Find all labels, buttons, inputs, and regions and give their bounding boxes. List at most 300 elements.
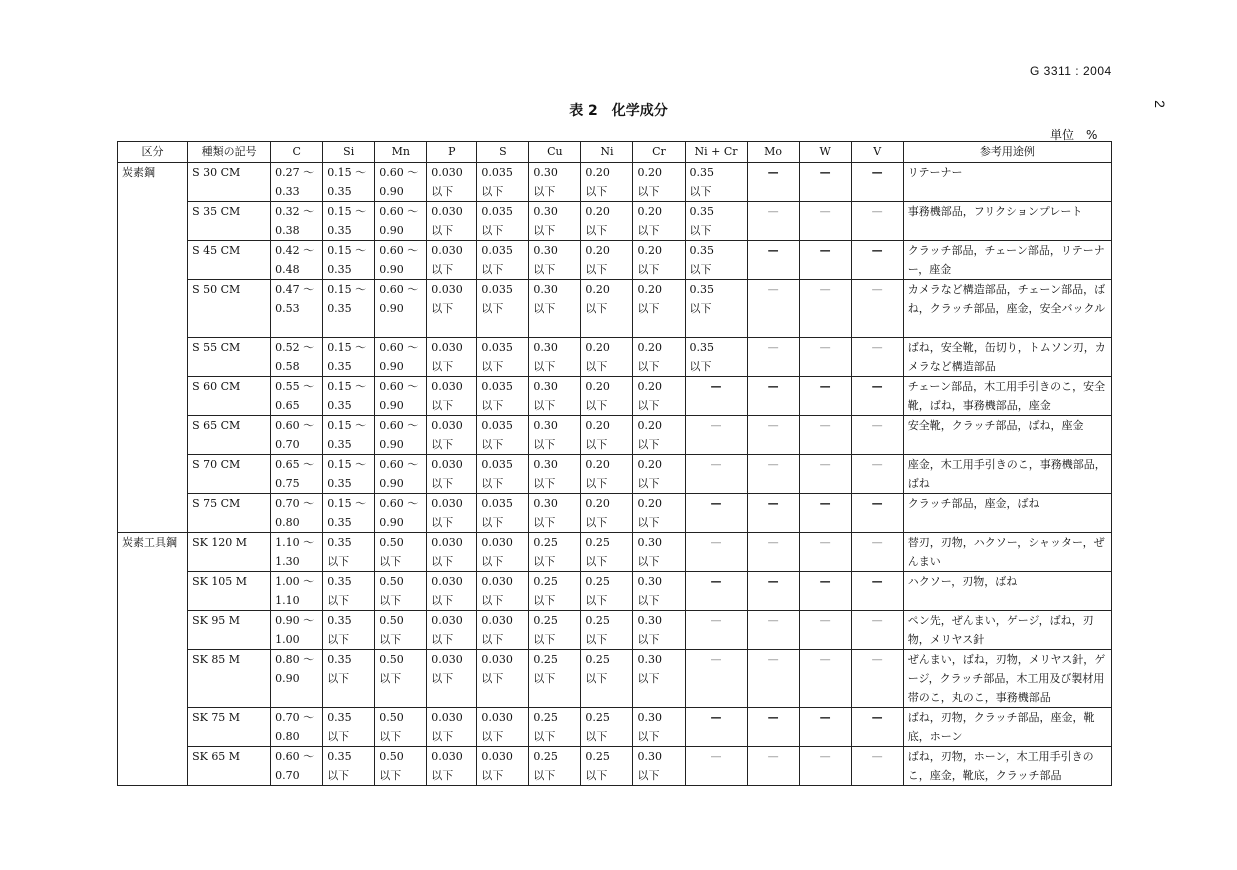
mn-value-line2: 以下 <box>379 594 402 607</box>
cr-value-line1: 0.20 <box>637 244 662 257</box>
p-value-cell <box>427 611 477 650</box>
v-value: — <box>871 750 883 763</box>
v-value-cell <box>851 708 903 747</box>
si-value-line1: 0.15 ～ <box>327 458 367 471</box>
w-value-cell <box>799 416 851 455</box>
ni-cr-value-line2: 以下 <box>689 263 712 276</box>
grade-symbol: S 45 CM <box>188 241 271 280</box>
mo-value: — <box>767 711 779 724</box>
ni-value-line1: 0.25 <box>585 711 610 724</box>
grade-symbol: S 70 CM <box>188 455 271 494</box>
c-value-line2: 0.75 <box>275 477 300 490</box>
c-value-cell <box>271 611 323 650</box>
table-row <box>118 416 1112 455</box>
usage-example: クラッチ部品，チェーン部品，リテーナー，座金 <box>903 241 1111 280</box>
mo-value: — <box>767 380 779 393</box>
si-value-line1: 0.35 <box>327 711 352 724</box>
p-value-cell <box>427 494 477 533</box>
mn-value-line1: 0.60 ～ <box>379 497 419 510</box>
cu-value-line1: 0.30 <box>533 205 558 218</box>
ni-cr-value-cell <box>685 338 747 377</box>
mn-value-line1: 0.60 ～ <box>379 380 419 393</box>
v-value-cell <box>851 650 903 708</box>
s-value-line2: 以下 <box>481 360 504 373</box>
c-value-line1: 1.00 ～ <box>275 575 315 588</box>
mn-value-line2: 0.90 <box>379 263 404 276</box>
p-value-line1: 0.030 <box>431 283 463 296</box>
si-value-cell <box>323 572 375 611</box>
si-value-line1: 0.15 ～ <box>327 166 367 179</box>
si-value-cell <box>323 747 375 786</box>
unit-label: 単位 % <box>1050 128 1098 142</box>
si-value-line1: 0.15 ～ <box>327 205 367 218</box>
ni-cr-value-cell <box>685 416 747 455</box>
column-header: P <box>427 142 477 163</box>
cu-value-line2: 以下 <box>533 555 556 568</box>
table-body <box>118 163 1112 786</box>
v-value-cell <box>851 377 903 416</box>
cu-value-line2: 以下 <box>533 633 556 646</box>
v-value-cell <box>851 241 903 280</box>
v-value: — <box>871 497 883 510</box>
c-value-line1: 0.90 ～ <box>275 614 315 627</box>
cr-value-line2: 以下 <box>637 224 660 237</box>
ni-value-line1: 0.25 <box>585 653 610 666</box>
c-value-cell <box>271 455 323 494</box>
grade-symbol: SK 120 M <box>188 533 271 572</box>
cu-value-line2: 以下 <box>533 438 556 451</box>
mn-value-cell <box>375 202 427 241</box>
si-value-line1: 0.35 <box>327 653 352 666</box>
s-value-cell <box>477 708 529 747</box>
w-value: — <box>819 536 831 549</box>
p-value-line1: 0.030 <box>431 244 463 257</box>
w-value-cell <box>799 494 851 533</box>
v-value-cell <box>851 455 903 494</box>
ni-value-cell <box>581 747 633 786</box>
v-value: — <box>871 419 883 432</box>
ni-value-cell <box>581 163 633 202</box>
ni-value-cell <box>581 533 633 572</box>
cu-value-line1: 0.25 <box>533 653 558 666</box>
cr-value-line2: 以下 <box>637 399 660 412</box>
si-value-cell <box>323 416 375 455</box>
mo-value-cell <box>747 280 799 338</box>
cr-value-cell <box>633 280 685 338</box>
ni-value-line2: 以下 <box>585 555 608 568</box>
mo-value-cell <box>747 494 799 533</box>
mn-value-line1: 0.60 ～ <box>379 341 419 354</box>
w-value: — <box>819 166 831 179</box>
si-value-line1: 0.15 ～ <box>327 244 367 257</box>
mo-value-cell <box>747 338 799 377</box>
column-header: W <box>799 142 851 163</box>
cr-value-line2: 以下 <box>637 516 660 529</box>
s-value-line2: 以下 <box>481 185 504 198</box>
w-value: — <box>819 653 831 666</box>
mo-value-cell <box>747 455 799 494</box>
mn-value-cell <box>375 455 427 494</box>
mn-value-cell <box>375 377 427 416</box>
ni-cr-value-line1: 0.35 <box>689 341 715 354</box>
s-value-line1: 0.030 <box>481 750 513 763</box>
usage-example: 座金，木工用手引きのこ，事務機部品，ばね <box>903 455 1111 494</box>
v-value: — <box>871 341 883 354</box>
v-value: — <box>871 653 883 666</box>
cu-value-cell <box>529 708 581 747</box>
si-value-line2: 0.35 <box>327 360 352 373</box>
cr-value-line1: 0.20 <box>637 283 662 296</box>
mn-value-line2: 以下 <box>379 672 402 685</box>
si-value-cell <box>323 280 375 338</box>
c-value-line1: 0.80 ～ <box>275 653 315 666</box>
cu-value-line2: 以下 <box>533 263 556 276</box>
s-value-cell <box>477 572 529 611</box>
s-value-cell <box>477 611 529 650</box>
usage-example: ハクソー，刃物，ばね <box>903 572 1111 611</box>
usage-example: ぜんまい，ばね，刃物，メリヤス針，ゲージ，クラッチ部品，木工用及び製材用帯のこ，丸のこ，事務機部品 <box>903 650 1111 708</box>
cr-value-line1: 0.30 <box>637 750 662 763</box>
si-value-cell <box>323 241 375 280</box>
mn-value-cell <box>375 416 427 455</box>
si-value-line2: 0.35 <box>327 224 352 237</box>
ni-cr-value-cell <box>685 708 747 747</box>
usage-example: ばね，刃物，ホーン，木工用手引きのこ，座金，靴底，クラッチ部品 <box>903 747 1111 786</box>
w-value: — <box>819 497 831 510</box>
cu-value-line2: 以下 <box>533 224 556 237</box>
p-value-line2: 以下 <box>431 360 454 373</box>
ni-cr-value-cell <box>685 377 747 416</box>
ni-value-cell <box>581 338 633 377</box>
p-value-cell <box>427 747 477 786</box>
mo-value-cell <box>747 572 799 611</box>
si-value-line1: 0.35 <box>327 750 352 763</box>
cr-value-cell <box>633 338 685 377</box>
ni-value-line2: 以下 <box>585 594 608 607</box>
s-value-line1: 0.030 <box>481 711 513 724</box>
mn-value-line1: 0.50 <box>379 614 404 627</box>
cu-value-line1: 0.25 <box>533 575 558 588</box>
si-value-line1: 0.15 ～ <box>327 419 367 432</box>
ni-value-line2: 以下 <box>585 438 608 451</box>
v-value-cell <box>851 747 903 786</box>
mo-value: — <box>767 497 779 510</box>
w-value: — <box>819 458 831 471</box>
column-header: Si <box>323 142 375 163</box>
mn-value-line2: 0.90 <box>379 185 404 198</box>
s-value-line2: 以下 <box>481 730 504 743</box>
cr-value-cell <box>633 650 685 708</box>
ni-value-line1: 0.20 <box>585 205 610 218</box>
ni-cr-value-cell <box>685 533 747 572</box>
mn-value-cell <box>375 338 427 377</box>
si-value-line1: 0.15 ～ <box>327 283 367 296</box>
cu-value-cell <box>529 455 581 494</box>
s-value-line2: 以下 <box>481 399 504 412</box>
cr-value-line1: 0.20 <box>637 341 662 354</box>
ni-cr-value-cell <box>685 611 747 650</box>
ni-value-line1: 0.20 <box>585 497 610 510</box>
p-value-cell <box>427 241 477 280</box>
ni-value-line1: 0.20 <box>585 458 610 471</box>
si-value-cell <box>323 650 375 708</box>
cr-value-line2: 以下 <box>637 594 660 607</box>
c-value-cell <box>271 708 323 747</box>
mo-value: — <box>767 205 779 218</box>
p-value-line2: 以下 <box>431 477 454 490</box>
c-value-line1: 0.70 ～ <box>275 711 315 724</box>
c-value-line1: 0.27 ～ <box>275 166 315 179</box>
table-row <box>118 708 1112 747</box>
s-value-cell <box>477 747 529 786</box>
v-value: — <box>871 458 883 471</box>
mn-value-cell <box>375 494 427 533</box>
ni-value-cell <box>581 280 633 338</box>
c-value-cell <box>271 533 323 572</box>
mn-value-cell <box>375 708 427 747</box>
mn-value-line2: 以下 <box>379 769 402 782</box>
s-value-line2: 以下 <box>481 302 504 315</box>
grade-symbol: SK 95 M <box>188 611 271 650</box>
ni-cr-value-line1: — <box>710 711 722 724</box>
w-value-cell <box>799 241 851 280</box>
p-value-line2: 以下 <box>431 730 454 743</box>
ni-cr-value-cell <box>685 494 747 533</box>
v-value-cell <box>851 202 903 241</box>
s-value-line1: 0.030 <box>481 653 513 666</box>
mo-value-cell <box>747 241 799 280</box>
mo-value: — <box>767 750 779 763</box>
cu-value-cell <box>529 611 581 650</box>
s-value-line2: 以下 <box>481 594 504 607</box>
usage-example: 事務機部品，フリクションプレート <box>903 202 1111 241</box>
mo-value-cell <box>747 163 799 202</box>
column-header: V <box>851 142 903 163</box>
usage-example: ペン先，ぜんまい，ゲージ，ばね，刃物，メリヤス針 <box>903 611 1111 650</box>
mo-value: — <box>767 653 779 666</box>
usage-example: ばね，刃物，クラッチ部品，座金，靴底，ホーン <box>903 708 1111 747</box>
cu-value-line2: 以下 <box>533 477 556 490</box>
grade-symbol: SK 75 M <box>188 708 271 747</box>
ni-cr-value-line1: 0.35 <box>689 244 715 257</box>
ni-value-line1: 0.25 <box>585 536 610 549</box>
p-value-cell <box>427 338 477 377</box>
cr-value-cell <box>633 455 685 494</box>
p-value-line2: 以下 <box>431 224 454 237</box>
c-value-cell <box>271 280 323 338</box>
cu-value-cell <box>529 202 581 241</box>
s-value-cell <box>477 650 529 708</box>
c-value-line1: 0.55 ～ <box>275 380 315 393</box>
si-value-cell <box>323 533 375 572</box>
ni-value-line2: 以下 <box>585 769 608 782</box>
document-code: G 3311 : 2004 <box>1030 64 1112 78</box>
ni-value-line1: 0.25 <box>585 614 610 627</box>
s-value-line1: 0.035 <box>481 458 513 471</box>
usage-example: カメラなど構造部品，チェーン部品，ばね，クラッチ部品，座金，安全バックル <box>903 280 1111 338</box>
cu-value-line1: 0.25 <box>533 536 558 549</box>
cr-value-line1: 0.30 <box>637 614 662 627</box>
cu-value-cell <box>529 377 581 416</box>
ni-cr-value-cell <box>685 163 747 202</box>
cu-value-line1: 0.25 <box>533 750 558 763</box>
p-value-line1: 0.030 <box>431 419 463 432</box>
ni-value-line1: 0.20 <box>585 380 610 393</box>
cr-value-cell <box>633 416 685 455</box>
mn-value-line1: 0.50 <box>379 711 404 724</box>
v-value-cell <box>851 416 903 455</box>
cr-value-cell <box>633 494 685 533</box>
v-value: — <box>871 205 883 218</box>
cr-value-line2: 以下 <box>637 360 660 373</box>
w-value-cell <box>799 338 851 377</box>
p-value-cell <box>427 416 477 455</box>
v-value: — <box>871 283 883 296</box>
mo-value: — <box>767 166 779 179</box>
cu-value-cell <box>529 416 581 455</box>
c-value-line1: 0.47 ～ <box>275 283 315 296</box>
ni-value-cell <box>581 416 633 455</box>
w-value: — <box>819 380 831 393</box>
w-value: — <box>819 283 831 296</box>
mn-value-cell <box>375 611 427 650</box>
table-row <box>118 494 1112 533</box>
group-label: 炭素鋼 <box>118 163 188 533</box>
c-value-line2: 0.80 <box>275 730 300 743</box>
mo-value: — <box>767 575 779 588</box>
s-value-line2: 以下 <box>481 224 504 237</box>
si-value-line2: 以下 <box>327 730 350 743</box>
w-value: — <box>819 711 831 724</box>
cu-value-line2: 以下 <box>533 516 556 529</box>
ni-cr-value-cell <box>685 241 747 280</box>
w-value-cell <box>799 611 851 650</box>
table-row <box>118 533 1112 572</box>
cu-value-cell <box>529 572 581 611</box>
cu-value-line2: 以下 <box>533 730 556 743</box>
w-value-cell <box>799 455 851 494</box>
grade-symbol: S 55 CM <box>188 338 271 377</box>
si-value-line2: 0.35 <box>327 516 352 529</box>
cu-value-line2: 以下 <box>533 399 556 412</box>
ni-value-cell <box>581 572 633 611</box>
p-value-line1: 0.030 <box>431 458 463 471</box>
c-value-line2: 0.38 <box>275 224 300 237</box>
c-value-cell <box>271 338 323 377</box>
cr-value-line1: 0.20 <box>637 205 662 218</box>
usage-example: チェーン部品，木工用手引きのこ，安全靴，ばね，事務機部品，座金 <box>903 377 1111 416</box>
s-value-line2: 以下 <box>481 633 504 646</box>
si-value-line2: 0.35 <box>327 185 352 198</box>
mn-value-line2: 以下 <box>379 633 402 646</box>
s-value-line1: 0.035 <box>481 205 513 218</box>
s-value-line1: 0.030 <box>481 614 513 627</box>
c-value-cell <box>271 163 323 202</box>
s-value-cell <box>477 202 529 241</box>
column-header: 種類の記号 <box>188 142 271 163</box>
usage-example: 安全靴，クラッチ部品，ばね，座金 <box>903 416 1111 455</box>
cr-value-line2: 以下 <box>637 672 660 685</box>
cr-value-line2: 以下 <box>637 555 660 568</box>
grade-symbol: SK 65 M <box>188 747 271 786</box>
column-header: 参考用途例 <box>903 142 1111 163</box>
cu-value-line1: 0.30 <box>533 380 558 393</box>
c-value-line2: 0.70 <box>275 438 300 451</box>
cu-value-cell <box>529 494 581 533</box>
v-value-cell <box>851 611 903 650</box>
mn-value-cell <box>375 572 427 611</box>
p-value-line1: 0.030 <box>431 380 463 393</box>
p-value-cell <box>427 455 477 494</box>
c-value-cell <box>271 650 323 708</box>
group-label: 炭素工具鋼 <box>118 533 188 786</box>
column-header: Mn <box>375 142 427 163</box>
v-value: — <box>871 614 883 627</box>
v-value-cell <box>851 280 903 338</box>
mo-value-cell <box>747 202 799 241</box>
si-value-line2: 0.35 <box>327 263 352 276</box>
w-value-cell <box>799 650 851 708</box>
s-value-cell <box>477 533 529 572</box>
mn-value-cell <box>375 241 427 280</box>
table-row <box>118 338 1112 377</box>
table-row <box>118 650 1112 708</box>
ni-value-line2: 以下 <box>585 263 608 276</box>
c-value-line2: 1.10 <box>275 594 300 607</box>
column-header: Mo <box>747 142 799 163</box>
p-value-cell <box>427 708 477 747</box>
p-value-line1: 0.030 <box>431 575 463 588</box>
mo-value-cell <box>747 416 799 455</box>
p-value-cell <box>427 650 477 708</box>
table-row <box>118 611 1112 650</box>
p-value-line2: 以下 <box>431 516 454 529</box>
p-value-line1: 0.030 <box>431 653 463 666</box>
mo-value: — <box>767 614 779 627</box>
s-value-cell <box>477 377 529 416</box>
ni-cr-value-line1: — <box>710 419 722 432</box>
s-value-line2: 以下 <box>481 769 504 782</box>
table-row <box>118 455 1112 494</box>
table-row <box>118 163 1112 202</box>
mo-value: — <box>767 341 779 354</box>
si-value-cell <box>323 338 375 377</box>
ni-value-cell <box>581 708 633 747</box>
w-value: — <box>819 419 831 432</box>
column-header: Cr <box>633 142 685 163</box>
mn-value-line1: 0.50 <box>379 575 404 588</box>
table-row <box>118 202 1112 241</box>
w-value: — <box>819 750 831 763</box>
p-value-line2: 以下 <box>431 769 454 782</box>
w-value: — <box>819 614 831 627</box>
s-value-line2: 以下 <box>481 516 504 529</box>
cr-value-line1: 0.30 <box>637 575 662 588</box>
cu-value-line1: 0.30 <box>533 497 558 510</box>
ni-value-line2: 以下 <box>585 399 608 412</box>
s-value-cell <box>477 416 529 455</box>
mo-value: — <box>767 419 779 432</box>
c-value-line2: 0.48 <box>275 263 300 276</box>
c-value-line2: 0.33 <box>275 185 300 198</box>
cr-value-line1: 0.20 <box>637 166 662 179</box>
c-value-cell <box>271 416 323 455</box>
grade-symbol: S 50 CM <box>188 280 271 338</box>
ni-value-line1: 0.20 <box>585 166 610 179</box>
mn-value-line2: 0.90 <box>379 360 404 373</box>
mo-value-cell <box>747 377 799 416</box>
ni-cr-value-line1: 0.35 <box>689 166 715 179</box>
